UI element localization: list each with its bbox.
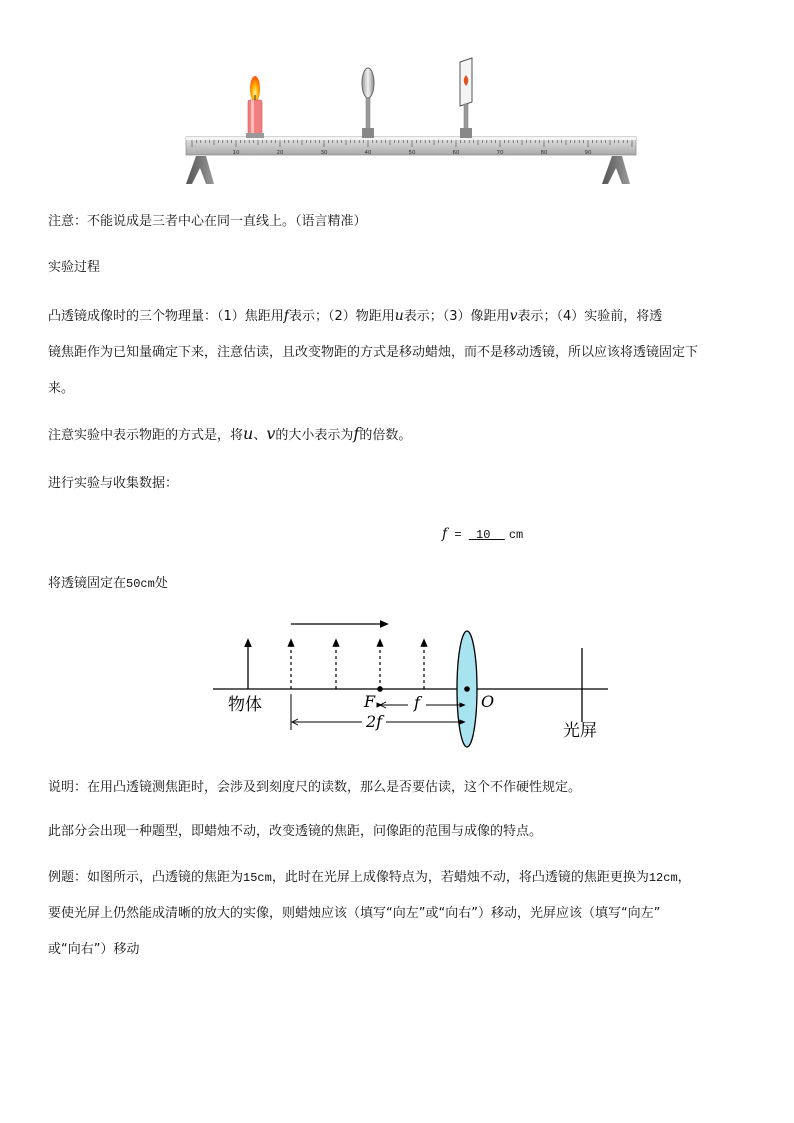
focal-length-label: f: [414, 693, 420, 712]
scale-label: 70: [496, 150, 504, 156]
bench-leg-right: [602, 156, 630, 184]
note-precise-language: 注意：不能说成是三者中心在同一直线上。（语言精准）: [48, 214, 367, 229]
paragraph-fix-lens: 将透镜固定在50cm处: [48, 576, 168, 591]
paragraph-example: 例题：如图所示，凸透镜的焦距为15cm，此时在光屏上成像特点为，若蜡烛不动，将凸透镜的焦距更换为12cm， 要使光屏上仍然能成清晰的放大的实像，则蜡烛应该（填写“向左”或“向右”）移动，光屏应该（填写“向左” 或“向右”）移动: [48, 870, 691, 957]
lens-holder: [362, 68, 374, 138]
candle: [246, 76, 264, 138]
convex-lens-diagram: [0, 612, 794, 772]
focal-length-formula: f = 10 cm: [442, 526, 524, 542]
scale-label: 50: [408, 150, 416, 156]
focal-point-label: F: [364, 692, 376, 711]
double-focal-label: 2f: [366, 712, 383, 731]
optical-center-label: O: [481, 692, 495, 711]
section-title: 实验过程: [48, 260, 101, 275]
screen-label: 光屏: [563, 721, 597, 741]
scale-label: 80: [540, 150, 548, 156]
scale-label: 20: [276, 150, 284, 156]
light-screen: [460, 58, 472, 138]
paragraph-explanation: 说明：在用凸透镜测焦距时，会涉及到刻度尺的读数，那么是否要估读，这个不作硬性规定。: [48, 780, 582, 795]
paragraph-three-quantities: 凸透镜成像时的三个物理量：（1）焦距用f表示；（2）物距用u表示；（3）像距用v表示；（4）实验前，将透 镜焦距作为已知量确定下来，注意估读，且改变物距的方式是移动蜡烛，而不是移动透镜，所以应该将透镜固定下 来。: [48, 308, 699, 396]
optical-bench-figure: [0, 0, 794, 200]
bench-leg-left: [186, 156, 214, 184]
object-label: 物体: [228, 695, 262, 715]
scale-label: 30: [320, 150, 328, 156]
scale-label: 90: [584, 150, 592, 156]
scale-label: 40: [364, 150, 372, 156]
scale-label: 60: [452, 150, 460, 156]
paragraph-distance-notation: 注意实验中表示物距的方式是，将u、v的大小表示为f的倍数。: [48, 424, 412, 443]
paragraph-collect-data: 进行实验与收集数据：: [48, 476, 179, 491]
paragraph-question-type: 此部分会出现一种题型，即蜡烛不动，改变透镜的焦距，问像距的范围与成像的特点。: [48, 824, 543, 839]
scale-label: 10: [232, 150, 240, 156]
